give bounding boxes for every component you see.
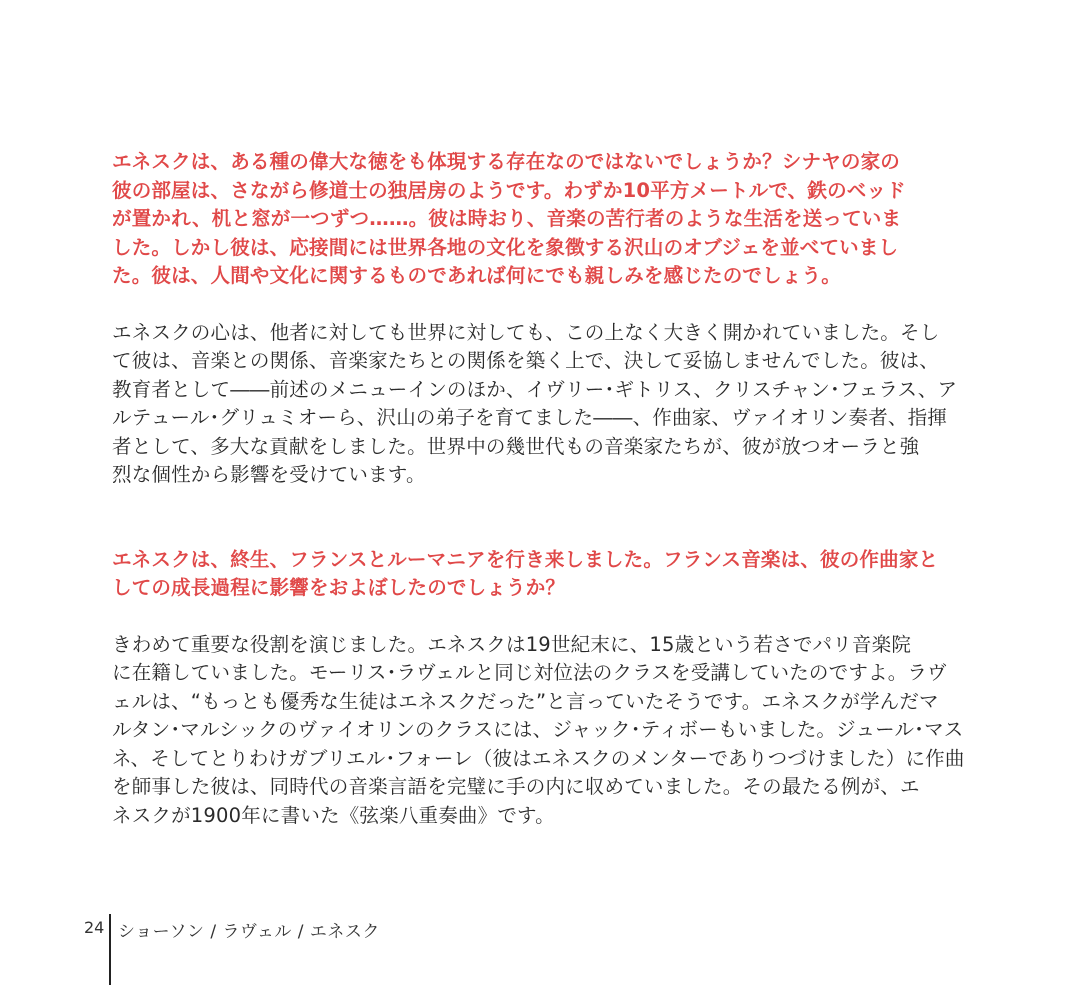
text-line: エネスクは、終生、フランスとルーマニアを行き来しました。フランス音楽は、彼の作曲家と [112,547,939,571]
text-line: ルタン･マルシックのヴァイオリンのクラスには、ジャック･ティボーもいました。ジュール･マス [112,718,964,741]
text-line: を師事した彼は、同時代の音楽言語を完璧に手の内に収めていました。その最たる例が、エ [112,775,920,798]
text-line: が置かれ、机と窓が一つずつ……。彼は時おり、音楽の苦行者のような生活を送っていま [112,207,902,230]
text-line: ネスクが1900年に書いた《弦楽八重奏曲》です。 [112,803,555,827]
interview-question-2 [112,546,960,603]
interview-question-1 [112,148,960,291]
text-line: した。しかし彼は、応接間には世界各地の文化を象徴する沢山のオブジェを並べていまし [112,235,899,259]
text-line: ネ、そしてとりわけガブリエル･フォーレ（彼はエネスクのメンターでありつづけました）に作曲 [112,746,965,770]
text-line: ルテュール･グリュミオーら、沢山の弟子を育てました――、作曲家、ヴァイオリン奏者、指揮 [112,406,948,429]
text-line: 彼の部屋は、さながら修道士の独居房のようです。わずか10平方メートルで、鉄のベッド [112,178,906,202]
text-line: 者として、多大な貢献をしました。世界中の幾世代もの音楽家たちが、彼が放つオーラと強 [112,434,920,458]
article-body [112,148,965,830]
text-line: しての成長過程に影響をおよぼしたのでしょうか？ [112,576,566,599]
interview-answer-1 [112,319,960,490]
interview-answer-2 [112,631,965,831]
text-line: に在籍していました。モーリス･ラヴェルと同じ対位法のクラスを受講していたのですよ。ラヴ [112,661,947,684]
text-line: きわめて重要な役割を演じました。エネスクは19世紀末に、15歳という若さでパリ音楽院 [112,632,912,656]
text-line: て彼は、音楽との関係、音楽家たちとの関係を築く上で、決して妥協しませんでした。彼は、 [112,349,940,372]
text-line: エネスクは、ある種の偉大な徳をも体現する存在なのではないでしょうか？シナヤの家の [112,150,901,173]
footer-divider [109,914,111,985]
page-number: 24 [84,918,105,937]
text-line: ェルは、“もっとも優秀な生徒はエネスクだった”と言っていたそうです。エネスクが学んだマ [112,689,939,713]
text-line: た。彼は、人間や文化に関するものであれば何にでも親しみを感じたのでしょう。 [112,264,841,287]
text-line: 烈な個性から影響を受けています。 [112,463,426,486]
text-line: 教育者として――前述のメニューインのほか、イヴリー･ギトリス、クリスチャン･フェラス、ア [112,377,958,401]
running-title: ショーソン / ラヴェル / エネスク [118,922,380,942]
text-line: エネスクの心は、他者に対しても世界に対しても、この上なく大きく開かれていました。そし [112,320,940,344]
